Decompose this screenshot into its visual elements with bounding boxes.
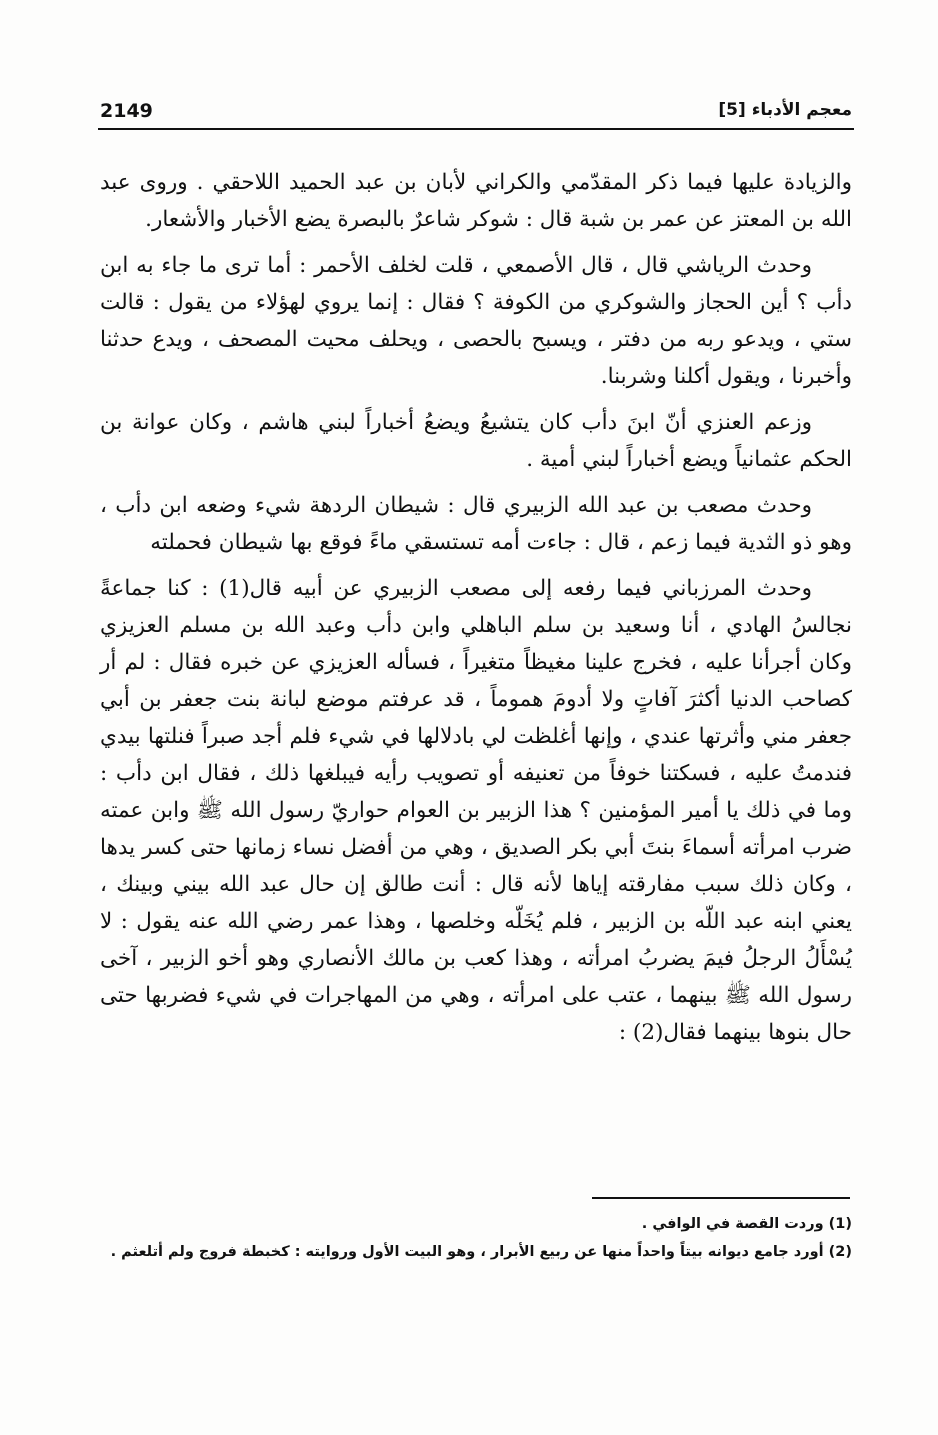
footnotes [100, 1210, 852, 1266]
main-text [100, 164, 852, 1060]
paragraph: وزعم العنزي أنّ ابنَ دأب كان يتشيعُ ويضعُ أخباراً لبني هاشم ، وكان عوانة بن الحكم عثمانياً ويضع أخباراً لبني أمية . [100, 410, 852, 472]
page-number: 2149 [100, 100, 153, 122]
page-header [100, 96, 852, 126]
footnote-rule [592, 1197, 850, 1199]
paragraph: وحدث الرياشي قال ، قال الأصمعي ، قلت لخلف الأحمر : أما ترى ما جاء به ابن دأب ؟ أين الحجاز والشوكري من الكوفة ؟ فقال : إنما يروي لهؤلاء من يقول : قالت ستي ، ويدعو ربه من دفتر ، ويسبح بالحصى ، ويحلف محيت المصحف ، ويدع حدثنا وأخبرنا ، ويقول أكلنا وشربنا. [100, 253, 852, 389]
footnote: (2) أورد جامع ديوانه بيتاً واحداً منها عن ربيع الأبرار ، وهو البيت الأول وروايته : كخبطة فروج ولم أتلعثم . [110, 1244, 852, 1260]
paragraph: وحدث مصعب بن عبد الله الزبيري قال : شيطان الردهة شيء وضعه ابن دأب ، وهو ذو الثدية فيما زعم ، قال : جاءت أمه تستسقي ماءً فوقع بها شيطان فحملته [100, 493, 852, 555]
header-rule [98, 128, 854, 130]
running-title: معجم الأدباء [5] [718, 100, 852, 120]
paragraph: وحدث المرزباني فيما رفعه إلى مصعب الزبيري عن أبيه قال(1) : كنا جماعةً نجالسُ الهادي ، أنا وسعيد بن سلم الباهلي وابن دأب وعبد الله بن مسلم العزيزي وكان أجرأنا عليه ، فخرج علينا مغيظاً متغيراً ، فسأله العزيزي عن خبره فقال : لم أر كصاحب الدنيا أكثرَ آفاتٍ ولا أدومَ هموماً ، قد عرفتم موضع لبانة بنت جعفر بن أبي جعفر مني وأثرتها عندي ، وإنها أغلظت لي بادلالها في شيء فلم أجد صبراً فنلتها بيدي فندمتُ عليه ، فسكتنا خوفاً من تعنيفه أو تصويب رأيه فيبلغها ذلك ، فقال ابن دأب : وما في ذلك يا أمير المؤمنين ؟ هذا الزبير بن العوام حواريّ رسول الله ﷺ وابن عمته ضرب امرأته أسماءَ بنتَ أبي بكر الصديق ، وهي من أفضل نساء زمانها حتى كسر يدها ، وكان ذلك سبب مفارقته إياها لأنه قال : أنت طالق إن حال عبد الله بيني وبينك ، يعني ابنه عبد اللّه بن الزبير ، فلم يُخَلّه وخلصها ، وهذا عمر رضي الله عنه يقول : لا يُسْأَلُ الرجلُ فيمَ يضربُ امرأته ، وهذا كعب بن مالك الأنصاري وهو أخو الزبير ، آخى رسول الله ﷺ بينهما ، عتب على امرأته ، وهي من المهاجرات في شيء فضربها حتى حال بنوها بينهما فقال(2) : [100, 576, 852, 1045]
footnote: (1) وردت القصة في الوافي . [641, 1216, 852, 1232]
paragraph: والزيادة عليها فيما ذكر المقدّمي والكراني لأبان بن عبد الحميد اللاحقي . وروى عبد الله بن المعتز عن عمر بن شبة قال : شوكر شاعرٌ بالبصرة يضع الأخبار والأشعار. [100, 170, 852, 232]
